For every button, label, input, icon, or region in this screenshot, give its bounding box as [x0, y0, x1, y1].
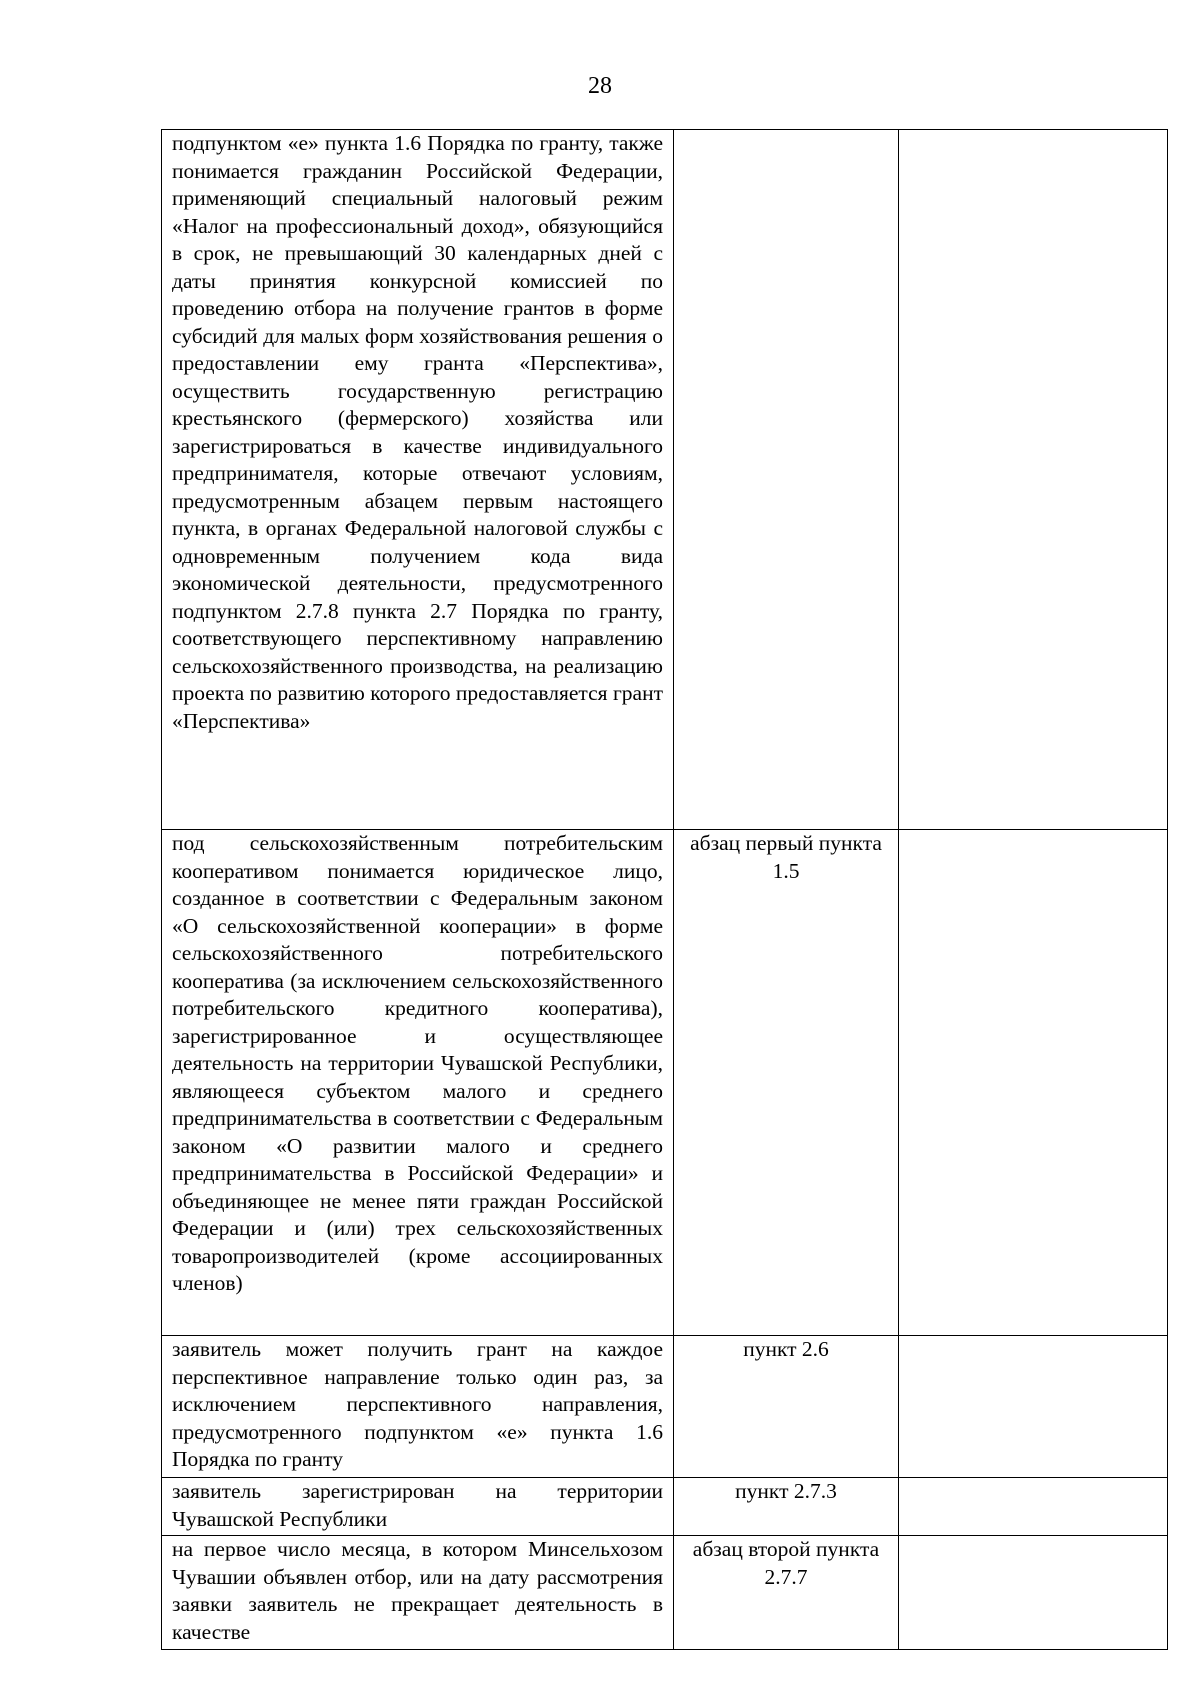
requirement-cell: заявитель зарегистрирован на территории Чувашской Республики [162, 1478, 674, 1536]
reference-cell: пункт 2.6 [674, 1336, 899, 1478]
page-number: 28 [588, 73, 612, 99]
note-cell [899, 130, 1168, 830]
note-cell [899, 1336, 1168, 1478]
reference-cell: абзац первый пункта 1.5 [674, 830, 899, 1336]
requirement-cell: заявитель может получить грант на каждое перспективное направление только один раз, за исключением перспективного направления, предусмотренного подпунктом «е» пункта 1.6 Порядка по гранту [162, 1336, 674, 1478]
reference-cell: пункт 2.7.3 [674, 1478, 899, 1536]
table-row [162, 1336, 1168, 1478]
reference-cell: абзац второй пункта 2.7.7 [674, 1536, 899, 1650]
note-cell [899, 1478, 1168, 1536]
table-row [162, 130, 1168, 830]
table-row [162, 1478, 1168, 1536]
table-row [162, 830, 1168, 1336]
reference-cell [674, 130, 899, 830]
note-cell [899, 830, 1168, 1336]
note-cell [899, 1536, 1168, 1650]
requirement-cell: на первое число месяца, в котором Минсельхозом Чувашии объявлен отбор, или на дату рассмотрения заявки заявитель не прекращает деятельность в качестве [162, 1536, 674, 1650]
requirements-table [161, 129, 1168, 1650]
requirement-cell: подпунктом «е» пункта 1.6 Порядка по гранту, также понимается гражданин Российской Федерации, применяющий специальный налоговый режим «Налог на профессиональный доход», обязующийся в срок, не превышающий 30 календарных дней с даты принятия конкурсной комиссией по проведению отбора на получение грантов в форме субсидий для малых форм хозяйствования решения о предоставлении ему гранта «Перспектива», осуществить государственную регистрацию крестьянского (фермерского) хозяйства или зарегистрироваться в качестве индивидуального предпринимателя, которые отвечают условиям, предусмотренным абзацем первым настоящего пункта, в органах Федеральной налоговой службы с одновременным получением кода вида экономической деятельности, предусмотренного подпунктом 2.7.8 пункта 2.7 Порядка по гранту, соответствующего перспективному направлению сельскохозяйственного производства, на реализацию проекта по развитию которого предоставляется грант «Перспектива» [162, 130, 674, 830]
table-row [162, 1536, 1168, 1650]
requirement-cell: под сельскохозяйственным потребительским кооперативом понимается юридическое лицо, созданное в соответствии с Федеральным законом «О сельскохозяйственной кооперации» в форме сельскохозяйственного потребительского кооператива (за исключением сельскохозяйственного потребительского кредитного кооператива), зарегистрированное и осуществляющее деятельность на территории Чувашской Республики, являющееся субъектом малого и среднего предпринимательства в соответствии с Федеральным законом «О развитии малого и среднего предпринимательства в Российской Федерации» и объединяющее не менее пяти граждан Российской Федерации и (или) трех сельскохозяйственных товаропроизводителей (кроме ассоциированных членов) [162, 830, 674, 1336]
